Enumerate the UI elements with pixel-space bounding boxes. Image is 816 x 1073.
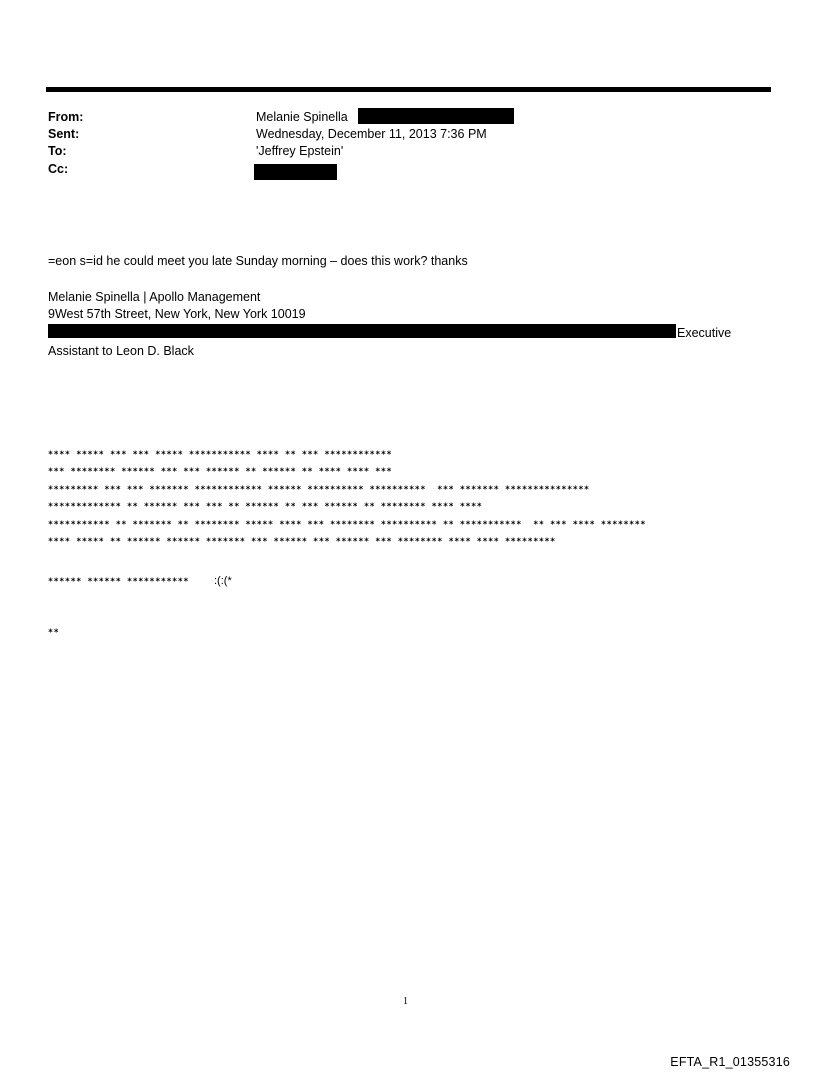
sent-value: Wednesday, December 11, 2013 7:36 PM xyxy=(256,127,487,141)
signature-address: 9West 57th Street, New York, New York 10019 xyxy=(48,307,306,321)
from-label: From: xyxy=(48,110,84,124)
signature-redaction xyxy=(48,324,676,338)
disclaimer-footer-stars: ****** ****** *********** xyxy=(48,576,190,586)
to-value: 'Jeffrey Epstein' xyxy=(256,144,344,158)
from-value: Melanie Spinella xyxy=(256,110,348,124)
disclaimer-line: *********** ** ******* ** ******** ***** **** *** ******** ********** ** *********** ** *** **** ******** xyxy=(48,519,647,529)
disclaimer-last: ** xyxy=(48,627,60,637)
disclaimer-line: *** ******** ****** *** *** ****** ** ****** ** **** **** *** xyxy=(48,466,393,476)
from-email-redaction xyxy=(358,108,514,124)
disclaimer-footer-tail: :(:(* xyxy=(214,575,232,587)
disclaimer-line: ************* ** ****** *** *** ** ****** ** *** ****** ** ******** **** **** xyxy=(48,501,483,511)
signature-title-end: Assistant to Leon D. Black xyxy=(48,344,194,358)
document-id: EFTA_R1_01355316 xyxy=(670,1055,790,1069)
cc-label: Cc: xyxy=(48,162,69,176)
header-rule xyxy=(46,87,771,92)
to-label: To: xyxy=(48,144,67,158)
sent-label: Sent: xyxy=(48,127,80,141)
disclaimer-line: **** ***** *** *** ***** *********** **** ** *** ************ xyxy=(48,449,393,459)
signature-title-start: Executive xyxy=(677,326,732,340)
message-text: =eon s=id he could meet you late Sunday morning – does this work? thanks xyxy=(48,254,468,268)
disclaimer-line: ********* *** *** ******* ************ ****** ********** ********** *** ******* *************** xyxy=(48,484,590,494)
signature-name-company: Melanie Spinella | Apollo Management xyxy=(48,290,261,304)
page-number: 1 xyxy=(403,996,408,1007)
cc-redaction xyxy=(254,164,337,180)
disclaimer-line: **** ***** ** ****** ****** ******* *** ****** *** ****** *** ******** **** **** ********* xyxy=(48,536,556,546)
